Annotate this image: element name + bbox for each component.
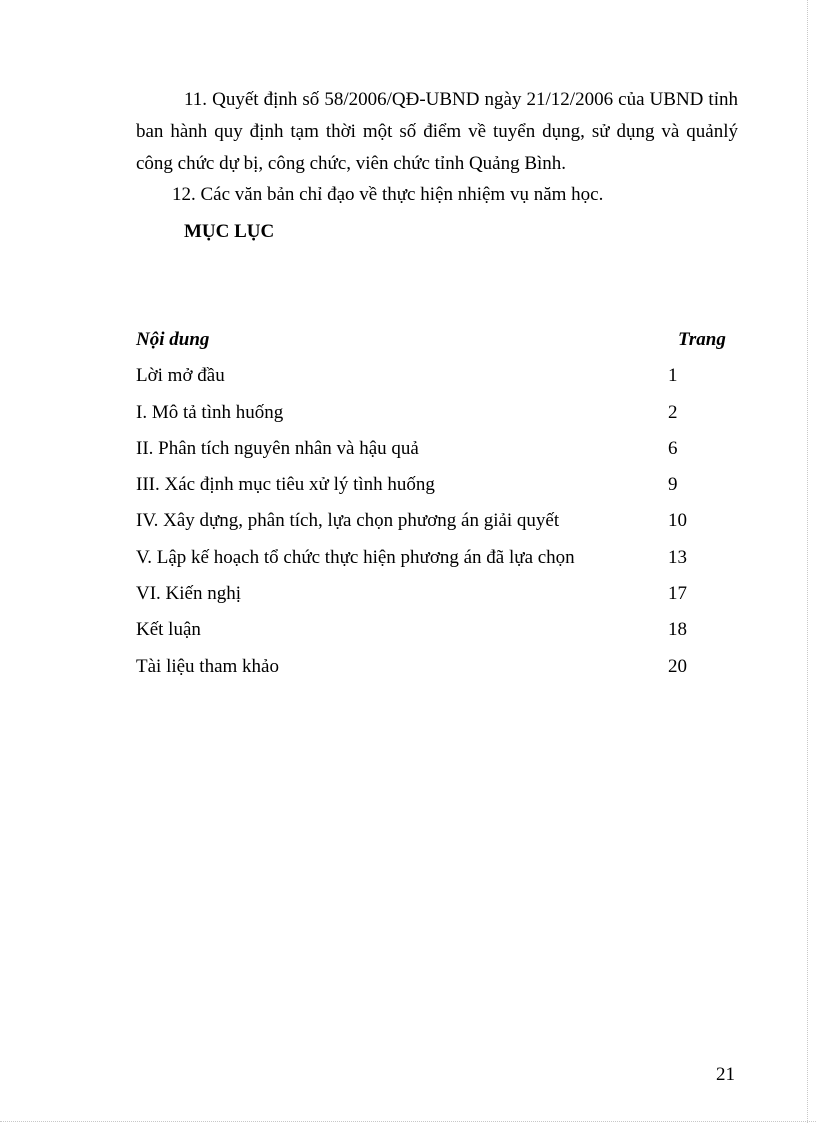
toc-entry[interactable]	[136, 469, 732, 505]
toc-header-row	[136, 324, 732, 360]
toc-entry-page: 2	[668, 401, 678, 423]
toc-entry[interactable]	[136, 614, 732, 650]
page-border-bottom	[0, 1121, 816, 1122]
toc-entry-page: 9	[668, 474, 678, 496]
toc-column-content: Nội dung	[136, 329, 210, 350]
toc-entry-page: 18	[668, 619, 687, 641]
toc-entry[interactable]	[136, 397, 732, 433]
reference-item-12: 12. Các văn bản chỉ đạo về thực hiện nhiệm vụ năm học.	[172, 184, 604, 205]
table-of-contents	[136, 324, 732, 687]
toc-entry-title: Tài liệu tham khảo	[136, 655, 279, 677]
toc-entry-page: 20	[668, 655, 687, 677]
page-number: 21	[716, 1064, 735, 1085]
toc-entry[interactable]	[136, 578, 732, 614]
toc-entry-title: II. Phân tích nguyên nhân và hậu quả	[136, 437, 419, 459]
toc-entry[interactable]	[136, 433, 732, 469]
toc-entry[interactable]	[136, 360, 732, 396]
toc-entry-title: IV. Xây dựng, phân tích, lựa chọn phương án giải quyết	[136, 510, 560, 532]
toc-entry-page: 10	[668, 510, 687, 532]
toc-entry-page: 17	[668, 583, 687, 605]
toc-entry-title: VI. Kiến nghị	[136, 583, 242, 605]
toc-entry-page: 1	[668, 365, 678, 387]
toc-entry[interactable]	[136, 542, 732, 578]
toc-entry-title: III. Xác định mục tiêu xử lý tình huống	[136, 474, 435, 496]
toc-entry-page: 13	[668, 546, 687, 568]
toc-entry-title: I. Mô tả tình huống	[136, 401, 284, 423]
toc-column-page: Trang	[678, 329, 726, 350]
toc-entry[interactable]	[136, 651, 732, 687]
toc-entry-title: V. Lập kế hoạch tổ chức thực hiện phương án đã lựa chọn	[136, 546, 575, 568]
toc-entry-title: Kết luận	[136, 619, 201, 641]
reference-item-11: 11. Quyết định số 58/2006/QĐ-UBND ngày 21/12/2006 của UBND tỉnh ban hành quy định tạm thời một số điểm về tuyển dụng, sử dụng và quảnlý công chức dự bị, công chức, viên chức tỉnh Quảng Bình.	[136, 89, 738, 174]
toc-entry-page: 6	[668, 437, 678, 459]
page-border-right	[807, 0, 808, 1123]
toc-entry[interactable]	[136, 505, 732, 541]
toc-entry-title: Lời mở đầu	[136, 365, 225, 387]
toc-heading: MỤC LỤC	[184, 221, 275, 242]
